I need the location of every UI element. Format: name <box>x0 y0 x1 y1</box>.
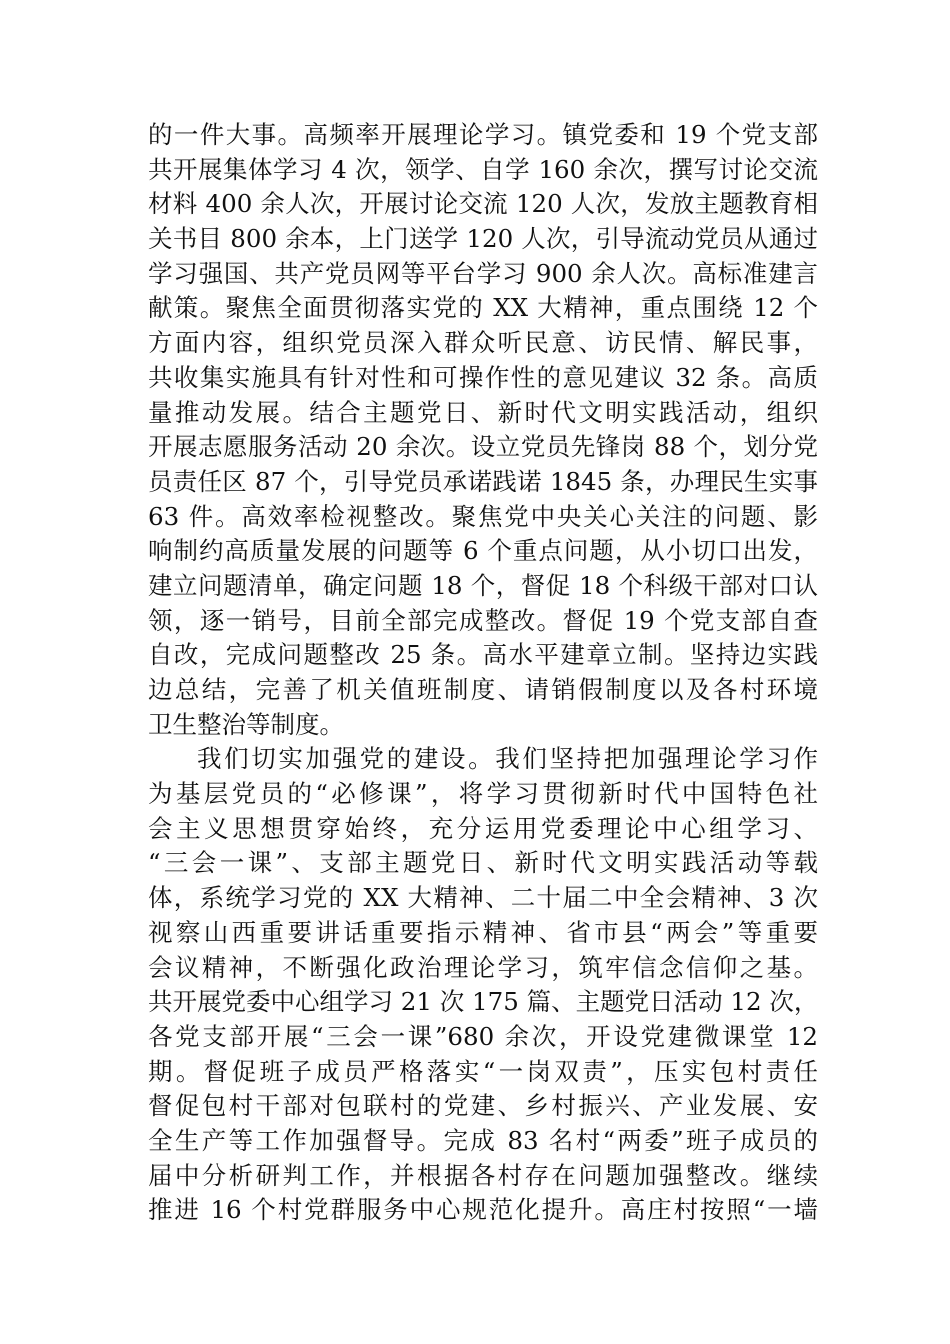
paragraph-1 <box>148 118 818 742</box>
text-line: 领，逐一销号，目前全部完成整改。督促 19 个党支部自查 <box>148 605 818 635</box>
text-line: 共开展集体学习 4 次，领学、自学 160 余次，撰写讨论交流 <box>148 154 818 184</box>
text-line: 建立问题清单，确定问题 18 个，督促 18 个科级干部对口认 <box>148 570 818 600</box>
text-line: 量推动发展。结合主题党日、新时代文明实践活动，组织 <box>148 397 818 427</box>
text-line: 会主义思想贯穿始终，充分运用党委理论中心组学习、 <box>148 813 818 843</box>
text-line: 63 件。高效率检视整改。聚焦党中央关心关注的问题、影 <box>148 501 818 531</box>
text-line: 我们切实加强党的建设。我们坚持把加强理论学习作 <box>197 744 818 774</box>
text-line: 献策。聚焦全面贯彻落实党的 XX 大精神，重点围绕 12 个 <box>148 293 818 323</box>
text-line: 共开展党委中心组学习 21 次 175 篇、主题党日活动 12 次， <box>148 987 818 1017</box>
text-line: 材料 400 余人次，开展讨论交流 120 人次，发放主题教育相 <box>148 189 818 219</box>
text-line: 自改，完成问题整改 25 条。高水平建章立制。坚持边实践 <box>148 640 818 670</box>
text-line: 届中分析研判工作，并根据各村存在问题加强整改。继续 <box>148 1160 818 1190</box>
text-line: 会议精神，不断强化政治理论学习，筑牢信念信仰之基。 <box>148 952 818 982</box>
text-line: 开展志愿服务活动 20 余次。设立党员先锋岗 88 个，划分党 <box>148 432 818 462</box>
text-line: 共收集实施具有针对性和可操作性的意见建议 32 条。高质 <box>148 362 818 392</box>
text-line: 期。督促班子成员严格落实“一岗双责”，压实包村责任 <box>148 1056 818 1086</box>
text-line: 卫生整治等制度。 <box>148 709 344 739</box>
text-line: 推进 16 个村党群服务中心规范化提升。高庄村按照“一墙 <box>148 1195 818 1225</box>
text-line: 各党支部开展“三会一课”680 余次，开设党建微课堂 12 <box>148 1021 818 1051</box>
paragraph-2 <box>148 742 818 1228</box>
text-line: 的一件大事。高频率开展理论学习。镇党委和 19 个党支部 <box>148 120 818 149</box>
text-line: “三会一课”、支部主题党日、新时代文明实践活动等载 <box>148 848 818 878</box>
body-text <box>148 118 818 1228</box>
text-line: 视察山西重要讲话重要指示精神、省市县“两会”等重要 <box>148 917 818 947</box>
text-line: 学习强国、共产党员网等平台学习 900 余人次。高标准建言 <box>148 258 818 288</box>
text-line: 员责任区 87 个，引导党员承诺践诺 1845 条，办理民生实事 <box>148 466 818 496</box>
text-line: 体，系统学习党的 XX 大精神、二十届二中全会精神、3 次 <box>148 883 818 913</box>
text-line: 全生产等工作加强督导。完成 83 名村“两委”班子成员的 <box>148 1125 818 1155</box>
text-line: 关书目 800 余本，上门送学 120 人次，引导流动党员从通过 <box>148 224 818 254</box>
text-line: 边总结，完善了机关值班制度、请销假制度以及各村环境 <box>148 675 818 704</box>
text-line: 响制约高质量发展的问题等 6 个重点问题，从小切口出发， <box>148 536 818 566</box>
text-line: 督促包村干部对包联村的党建、乡村振兴、产业发展、安 <box>148 1091 818 1121</box>
text-line: 方面内容，组织党员深入群众听民意、访民情、解民事， <box>148 328 818 358</box>
text-line: 为基层党员的“必修课”，将学习贯彻新时代中国特色社 <box>148 779 818 809</box>
